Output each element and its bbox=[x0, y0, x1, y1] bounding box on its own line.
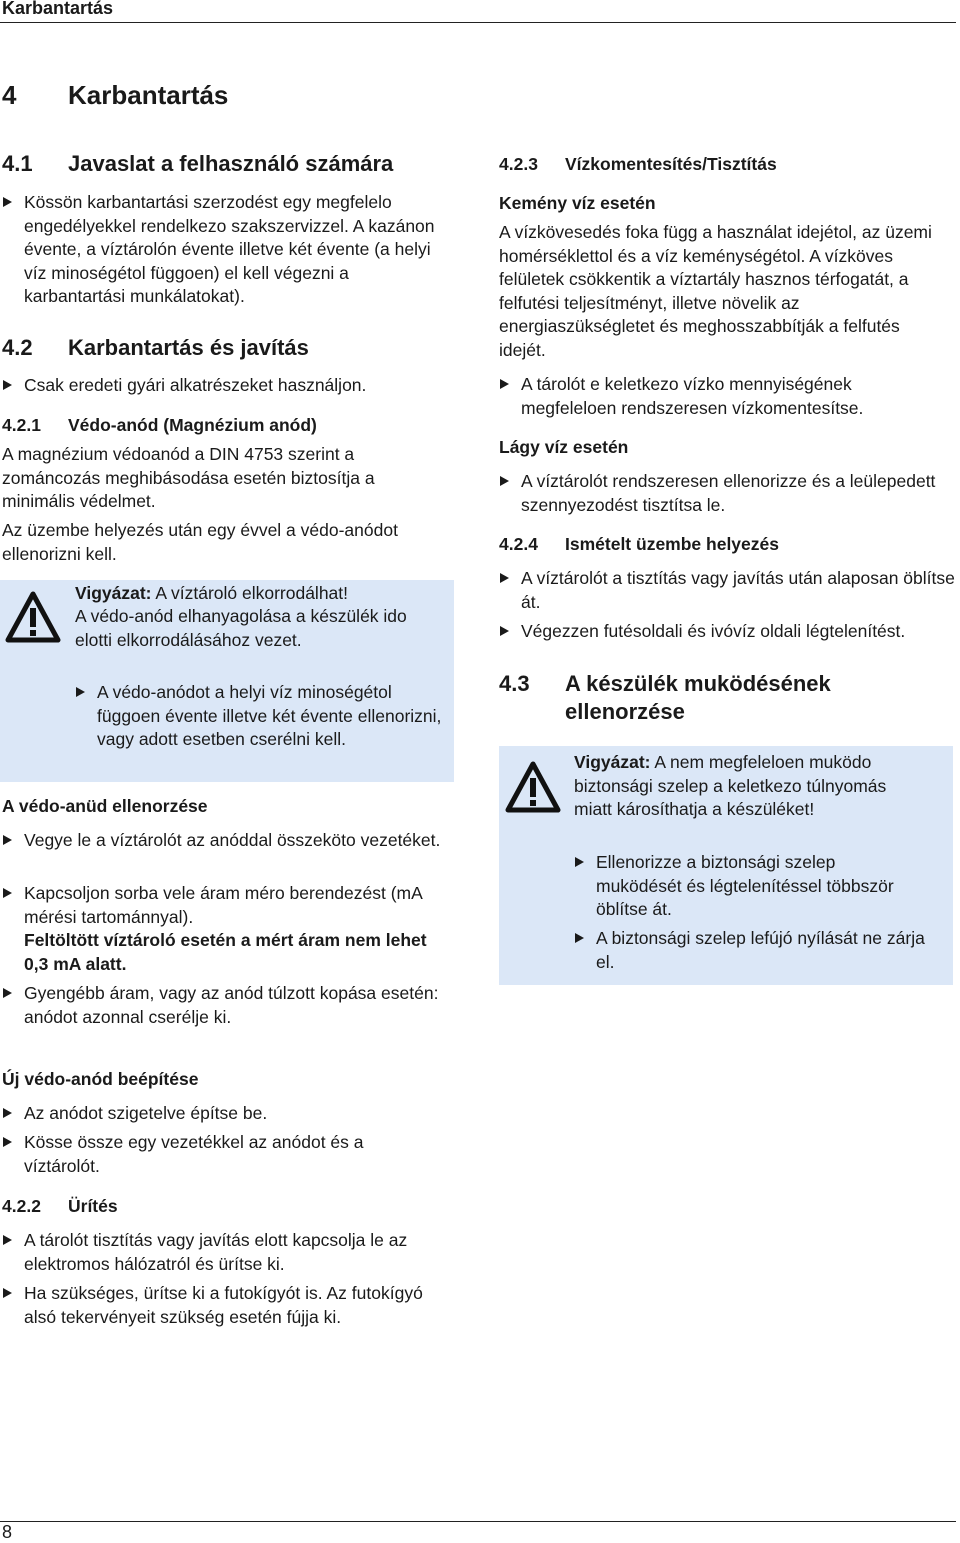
chapter-heading bbox=[2, 80, 228, 111]
bullet-arrow-icon bbox=[575, 857, 584, 867]
running-header: Karbantartás bbox=[2, 0, 114, 18]
section-4-2-4-heading bbox=[499, 532, 779, 556]
chapter-number: 4 bbox=[2, 80, 17, 110]
section-number: 4.2.4 bbox=[499, 534, 538, 554]
section-number: 4.1 bbox=[2, 151, 33, 176]
bullet-arrow-icon bbox=[3, 380, 12, 390]
list-item: Kössön karbantartási szerzodést egy megfelelo engedélyekkel rendelkezo szakszervizzel. A kazánon évente, a víztárolón évente illetve két évente (a helyi víz minoségétol függoen) el kell végezni a karbantartási munkálatokat). bbox=[2, 191, 454, 309]
bullet-arrow-icon bbox=[76, 687, 85, 697]
section-number: 4.3 bbox=[499, 671, 530, 696]
section-title: Ismételt üzembe helyezés bbox=[565, 534, 779, 554]
footer-rule bbox=[0, 1521, 956, 1522]
list-item: Végezzen futésoldali és ivóvíz oldali légtelenítést. bbox=[499, 620, 960, 644]
section-title: Ürítés bbox=[68, 1196, 118, 1216]
subheading-hard-water: Kemény víz esetén bbox=[499, 193, 656, 213]
subheading-anode-check: A védo-anüd ellenorzése bbox=[2, 796, 208, 816]
section-number: 4.2.3 bbox=[499, 154, 538, 174]
paragraph: A magnézium védoanód a DIN 4753 szerint a zománcozás meghibásodása esetén biztosítja a minimális védelmet. bbox=[2, 444, 375, 511]
warning-note bbox=[499, 746, 953, 985]
section-number: 4.2.1 bbox=[2, 415, 41, 435]
warning-triangle-icon bbox=[504, 760, 562, 814]
list-item: Kösse össze egy vezetékkel az anódot és a víztárolót. bbox=[2, 1131, 434, 1178]
paragraph: A vízkövesedés foka függ a használat idejétol, az üzemi homérséklettol és a víz keménységétol. A vízköves felületek csökkentik a víztartály hasznos térfogatát, a felfutési teljesítményt, illetve növelik az energiaszükségletet és meghosszabbítják a felfutés idejét. bbox=[499, 222, 932, 360]
section-4-2-3-heading bbox=[499, 152, 777, 176]
section-4-2-heading bbox=[2, 334, 309, 362]
list-item: Kapcsoljon sorba vele áram méro berendezést (mA mérési tartománnyal). Feltöltött víztároló esetén a mért áram nem lehet 0,3 mA alatt. bbox=[2, 882, 454, 976]
list-item: Gyengébb áram, vagy az anód túlzott kopása esetén: anódot azonnal cserélje ki. bbox=[2, 982, 454, 1029]
bullet-arrow-icon bbox=[3, 197, 12, 207]
list-item: A biztonsági szelep lefújó nyílását ne zárja el. bbox=[574, 927, 936, 974]
bullet-arrow-icon bbox=[500, 626, 509, 636]
chapter-title: Karbantartás bbox=[68, 80, 229, 110]
list-item: A védo-anódot a helyi víz minoségétol függoen évente illetve két évente ellenorizni, vagy adott esetben cserélni kell. bbox=[75, 681, 452, 752]
bullet-arrow-icon bbox=[3, 835, 12, 845]
warning-text: Vigyázat: A víztároló elkorrodálhat! bbox=[75, 583, 349, 603]
bullet-arrow-icon bbox=[3, 1108, 12, 1118]
bullet-arrow-icon bbox=[500, 476, 509, 486]
section-title: Védo-anód (Magnézium anód) bbox=[68, 415, 317, 435]
list-item: Ha szükséges, ürítse ki a futokígyót is. Az futokígyó alsó tekervényeit szükség esetén fújja ki. bbox=[2, 1282, 454, 1329]
subheading-new-anode: Új védo-anód beépítése bbox=[2, 1069, 199, 1089]
bullet-arrow-icon bbox=[3, 988, 12, 998]
section-4-2-2-heading bbox=[2, 1194, 118, 1218]
section-number: 4.2.2 bbox=[2, 1196, 41, 1216]
list-item: Vegye le a víztárolót az anóddal összeköto vezetéket. bbox=[2, 829, 444, 853]
paragraph: Az üzembe helyezés után egy évvel a védo-anódot ellenorizni kell. bbox=[2, 520, 398, 564]
subheading-soft-water: Lágy víz esetén bbox=[499, 437, 629, 457]
warning-triangle-icon bbox=[4, 590, 62, 644]
warning-label: Vigyázat: bbox=[574, 752, 651, 772]
warning-label: Vigyázat: bbox=[75, 583, 152, 603]
bullet-arrow-icon bbox=[575, 933, 584, 943]
bullet-arrow-icon bbox=[3, 1235, 12, 1245]
list-item: Az anódot szigetelve építse be. bbox=[2, 1102, 454, 1126]
header-rule bbox=[0, 22, 956, 23]
section-4-1-heading bbox=[2, 150, 393, 178]
list-item: A tárolót tisztítás vagy javítás elott kapcsolja le az elektromos hálózatról és ürítse ki. bbox=[2, 1229, 454, 1276]
warning-body: A védo-anód elhanyagolása a készülék ido elotti elkorrodálásához vezet. bbox=[75, 606, 407, 650]
section-4-2-1-heading bbox=[2, 413, 317, 437]
bullet-arrow-icon bbox=[3, 1137, 12, 1147]
list-item: A víztárolót rendszeresen ellenorizze és a leülepedett szennyezodést tisztítsa le. bbox=[499, 470, 941, 517]
section-number: 4.2 bbox=[2, 335, 33, 360]
bullet-arrow-icon bbox=[3, 1288, 12, 1298]
warning-note bbox=[0, 580, 454, 782]
warning-text: Vigyázat: A nem megfeleloen muködo biztonsági szelep a keletkezo túlnyomás miatt károsíthatja a készüléket! bbox=[574, 752, 887, 819]
section-title: Javaslat a felhasználó számára bbox=[68, 151, 394, 176]
page-number: 8 bbox=[2, 1522, 13, 1542]
bullet-arrow-icon bbox=[500, 379, 509, 389]
section-4-3-heading bbox=[499, 670, 831, 726]
list-item: Ellenorizze a biztonsági szelep muködését és légtelenítéssel többször öblítse át. bbox=[574, 851, 896, 922]
section-title: A készülék muködésének ellenorzése bbox=[565, 671, 831, 724]
bullet-arrow-icon bbox=[500, 573, 509, 583]
section-title: Vízkomentesítés/Tisztítás bbox=[565, 154, 777, 174]
list-item: Csak eredeti gyári alkatrészeket használjon. bbox=[2, 374, 454, 398]
list-item: A tárolót e keletkezo vízko mennyiségének megfeleloen rendszeresen vízkomentesítse. bbox=[499, 373, 941, 420]
list-item: A víztárolót a tisztítás vagy javítás után alaposan öblítse át. bbox=[499, 567, 960, 614]
bullet-arrow-icon bbox=[3, 888, 12, 898]
section-title: Karbantartás és javítás bbox=[68, 335, 309, 360]
